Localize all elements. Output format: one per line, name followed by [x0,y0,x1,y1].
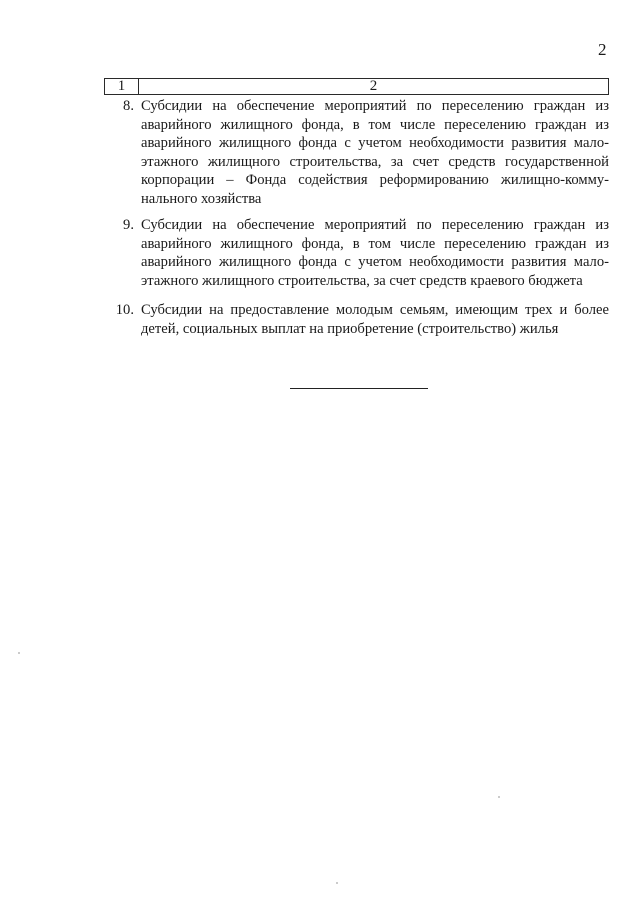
table-header-row [104,78,609,95]
item-text-line: детей, социальных выплат на приобретение (строительство) жилья [141,320,559,337]
item-text-line: Субсидии на предоставление молодым семьям, имеющим трех и более [141,302,609,318]
item-number: 8. [123,98,134,114]
item-text [141,216,609,290]
table-header-col-number: 1 [105,79,139,94]
item-text-line: корпорации – Фонда содействия реформированию жилищно-комму- [141,172,609,188]
table-header-col-name: 2 [369,78,378,94]
scan-speck [498,796,500,798]
item-text-line: этажного жилищного строительства, за счет средств краевого бюджета [141,272,583,289]
item-text-line: этажного жилищного строительства, за счет средств государственной [141,153,609,170]
item-number: 10. [115,302,134,318]
list-item [104,301,609,338]
item-text [141,97,609,208]
item-text-line: аварийного жилищного фонда, в том числе переселению граждан из [141,116,609,133]
item-text-line: нального хозяйства [141,190,262,207]
item-text-line: Субсидии на обеспечение мероприятий по переселению граждан из [141,98,609,114]
item-text-line: аварийного жилищного фонда, в том числе переселению граждан из [141,235,609,252]
end-divider [290,388,428,389]
scan-speck [18,652,20,654]
item-text [141,301,609,338]
item-text-line: Субсидии на обеспечение мероприятий по переселению граждан из [141,217,609,233]
list-item [104,216,609,290]
item-text-line: аварийного жилищного фонда с учетом необходимости развития мало- [141,254,609,270]
scan-speck [336,882,338,884]
item-number: 9. [123,217,134,233]
page-number: 2 [598,40,607,59]
item-text-line: аварийного жилищного фонда с учетом необходимости развития мало- [141,135,609,151]
list-item [104,97,609,208]
